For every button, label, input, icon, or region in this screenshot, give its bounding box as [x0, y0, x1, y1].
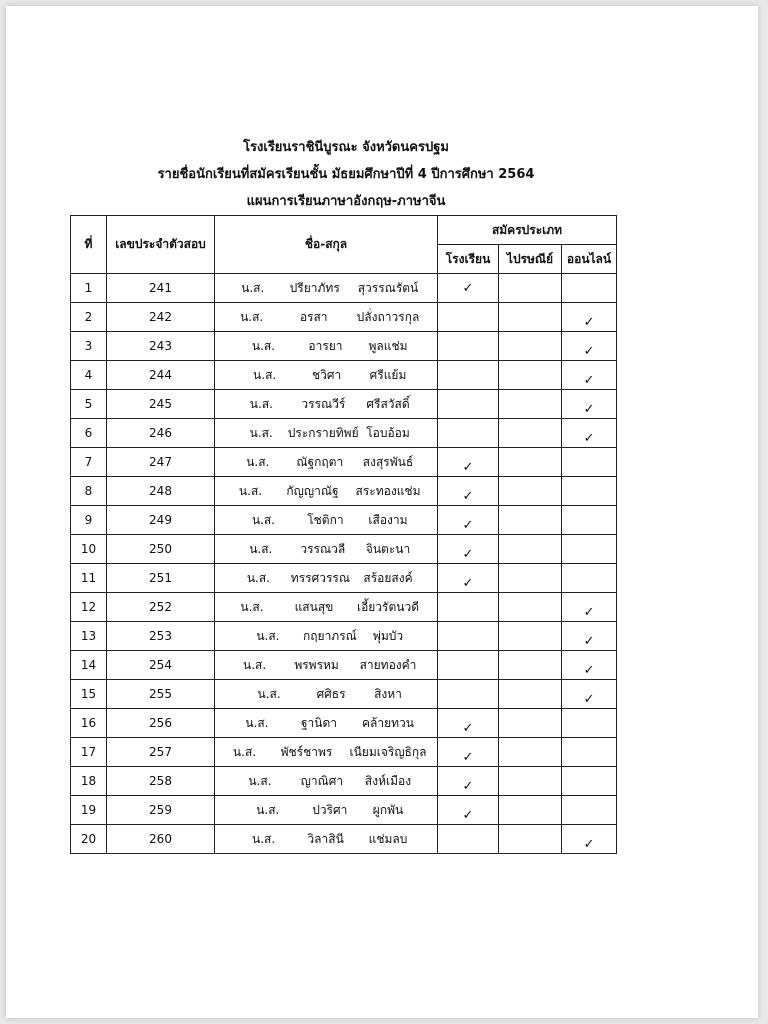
check-mark-icon: ✓: [462, 517, 474, 533]
apply-school-cell: [438, 796, 499, 825]
apply-online-cell: [562, 651, 617, 680]
document-titles: [6, 134, 686, 215]
apply-school-cell: [438, 303, 499, 332]
table-row: [71, 506, 617, 535]
last-name: สุวรรณรัตน์: [357, 280, 419, 295]
table-row: [71, 738, 617, 767]
check-mark-icon: ✓: [583, 662, 595, 678]
name-prefix: น.ส.: [245, 715, 269, 730]
exam-id: 254: [107, 651, 215, 680]
apply-online-cell: [562, 680, 617, 709]
table-row: [71, 303, 617, 332]
student-name: [215, 825, 438, 854]
last-name: ศรีแย้ม: [369, 367, 407, 382]
last-name: พุ่มบัว: [372, 628, 404, 643]
apply-post-cell: [499, 390, 562, 419]
apply-school-cell: [438, 651, 499, 680]
first-name: กัญญาณัฐ: [286, 483, 339, 498]
row-number: 4: [71, 361, 107, 390]
student-name: [215, 332, 438, 361]
exam-id: 260: [107, 825, 215, 854]
apply-post-cell: [499, 564, 562, 593]
check-mark-icon: ✓: [462, 488, 474, 504]
table-row: [71, 796, 617, 825]
exam-id: 241: [107, 274, 215, 303]
table-row: [71, 390, 617, 419]
table-header-row: [71, 216, 617, 245]
exam-id: 246: [107, 419, 215, 448]
name-prefix: น.ส.: [256, 802, 280, 817]
apply-post-cell: [499, 332, 562, 361]
apply-online-cell: [562, 419, 617, 448]
apply-online-cell: [562, 390, 617, 419]
apply-online-cell: [562, 767, 617, 796]
apply-school-cell: [438, 448, 499, 477]
first-name: โชติกา: [307, 512, 344, 527]
row-number: 19: [71, 796, 107, 825]
exam-id: 244: [107, 361, 215, 390]
apply-school-cell: [438, 506, 499, 535]
apply-online-cell: [562, 361, 617, 390]
apply-school-cell: [438, 593, 499, 622]
header-post: ไปรษณีย์: [499, 245, 562, 274]
student-name: [215, 709, 438, 738]
row-number: 20: [71, 825, 107, 854]
apply-school-cell: [438, 332, 499, 361]
name-prefix: น.ส.: [240, 599, 264, 614]
student-name: [215, 303, 438, 332]
name-prefix: น.ส.: [232, 744, 257, 759]
apply-post-cell: [499, 303, 562, 332]
check-mark-icon: ✓: [462, 459, 474, 475]
last-name: เอี้ยวรัตนวดี: [356, 599, 420, 614]
first-name: กฤยาภรณ์: [303, 628, 357, 643]
exam-id: 242: [107, 303, 215, 332]
first-name: ปวริศา: [312, 802, 348, 817]
exam-id: 256: [107, 709, 215, 738]
name-prefix: น.ส.: [238, 483, 263, 498]
row-number: 16: [71, 709, 107, 738]
apply-post-cell: [499, 738, 562, 767]
name-prefix: น.ส.: [256, 628, 280, 643]
check-mark-icon: ✓: [462, 778, 474, 794]
table-row: [71, 767, 617, 796]
check-mark-icon: ✓: [462, 749, 474, 765]
name-prefix: น.ส.: [257, 686, 281, 701]
student-name: [215, 506, 438, 535]
last-name: สร้อยสงค์: [363, 570, 413, 585]
student-name: [215, 680, 438, 709]
apply-post-cell: [499, 477, 562, 506]
apply-online-cell: [562, 738, 617, 767]
student-table: [70, 215, 617, 854]
name-prefix: น.ส.: [249, 396, 273, 411]
student-name: [215, 419, 438, 448]
table-row: [71, 361, 617, 390]
first-name: อรสา: [299, 309, 328, 324]
name-prefix: น.ส.: [251, 338, 276, 353]
apply-post-cell: [499, 506, 562, 535]
apply-school-cell: [438, 535, 499, 564]
table-row: [71, 651, 617, 680]
header-exam-id: เลขประจำตัวสอบ: [107, 216, 215, 274]
student-name: [215, 593, 438, 622]
check-mark-icon: ✓: [583, 691, 595, 707]
last-name: เสืองาม: [368, 512, 408, 527]
apply-school-cell: [438, 274, 499, 303]
last-name: คล้ายทวน: [361, 715, 414, 730]
check-mark-icon: ✓: [583, 633, 595, 649]
check-mark-icon: ✓: [583, 401, 595, 417]
apply-post-cell: [499, 593, 562, 622]
apply-school-cell: [438, 477, 499, 506]
last-name: ผูกพัน: [372, 802, 404, 817]
check-mark-icon: ✓: [462, 575, 474, 591]
check-mark-icon: ✓: [583, 343, 595, 359]
apply-online-cell: [562, 796, 617, 825]
last-name: ปลั่งถาวรกุล: [356, 309, 420, 324]
first-name: วรรณวีร์: [301, 396, 346, 411]
student-name: [215, 390, 438, 419]
student-name: [215, 361, 438, 390]
check-mark-icon: ✓: [583, 836, 595, 852]
apply-online-cell: [562, 535, 617, 564]
student-name: [215, 274, 438, 303]
name-prefix: น.ส.: [252, 831, 276, 846]
last-name: พูลแช่ม: [368, 338, 408, 353]
table-row: [71, 419, 617, 448]
first-name: วรรณวลี: [300, 541, 346, 556]
header-no: ที่: [71, 216, 107, 274]
student-name: [215, 622, 438, 651]
first-name: ทรรศวรรณ: [290, 570, 350, 585]
name-prefix: น.ส.: [241, 280, 265, 295]
apply-post-cell: [499, 767, 562, 796]
school-title: โรงเรียนราชินีบูรณะ จังหวัดนครปฐม: [243, 140, 449, 155]
table-row: [71, 535, 617, 564]
row-number: 17: [71, 738, 107, 767]
last-name: แช่มลบ: [368, 831, 408, 846]
check-mark-icon: ✓: [583, 314, 595, 330]
apply-online-cell: [562, 709, 617, 738]
last-name: สงสุรพันธ์: [362, 454, 414, 469]
last-name: สิงห์เมือง: [364, 773, 412, 788]
apply-post-cell: [499, 274, 562, 303]
first-name: ศศิธร: [316, 686, 346, 701]
apply-online-cell: [562, 506, 617, 535]
first-name: ชวิศา: [312, 367, 342, 382]
check-mark-icon: ✓: [462, 807, 474, 823]
apply-school-cell: [438, 767, 499, 796]
last-name: จินตะนา: [365, 541, 411, 556]
row-number: 10: [71, 535, 107, 564]
table-row: [71, 564, 617, 593]
exam-id: 255: [107, 680, 215, 709]
apply-post-cell: [499, 448, 562, 477]
table-row: [71, 332, 617, 361]
apply-school-cell: [438, 738, 499, 767]
last-name: เนียมเจริญธิกุล: [349, 744, 427, 759]
first-name: ปรียาภัทร: [289, 280, 340, 295]
student-name: [215, 535, 438, 564]
exam-id: 250: [107, 535, 215, 564]
name-prefix: น.ส.: [246, 570, 270, 585]
table-body: [71, 274, 617, 854]
row-number: 7: [71, 448, 107, 477]
apply-school-cell: [438, 390, 499, 419]
student-name: [215, 564, 438, 593]
table-row: [71, 593, 617, 622]
check-mark-icon: ✓: [462, 280, 474, 296]
apply-online-cell: [562, 477, 617, 506]
apply-post-cell: [499, 419, 562, 448]
apply-online-cell: [562, 448, 617, 477]
exam-id: 248: [107, 477, 215, 506]
row-number: 18: [71, 767, 107, 796]
row-number: 8: [71, 477, 107, 506]
last-name: สายทองคำ: [359, 657, 417, 672]
apply-post-cell: [499, 651, 562, 680]
row-number: 2: [71, 303, 107, 332]
table-row: [71, 274, 617, 303]
last-name: สิงหา: [374, 686, 402, 701]
table-row: [71, 477, 617, 506]
exam-id: 251: [107, 564, 215, 593]
last-name: โอบอ้อม: [366, 425, 410, 440]
row-number: 11: [71, 564, 107, 593]
exam-id: 247: [107, 448, 215, 477]
apply-online-cell: [562, 332, 617, 361]
first-name: ประกรายทิพย์: [287, 425, 359, 440]
program-title: แผนการเรียนภาษาอังกฤษ-ภาษาจีน: [246, 194, 446, 209]
first-name: ญาณิศา: [300, 773, 344, 788]
student-name: [215, 651, 438, 680]
exam-id: 259: [107, 796, 215, 825]
row-number: 14: [71, 651, 107, 680]
apply-online-cell: [562, 622, 617, 651]
name-prefix: น.ส.: [253, 367, 277, 382]
apply-school-cell: [438, 622, 499, 651]
apply-online-cell: [562, 593, 617, 622]
name-prefix: น.ส.: [248, 773, 272, 788]
apply-post-cell: [499, 825, 562, 854]
name-prefix: น.ส.: [243, 657, 267, 672]
row-number: 13: [71, 622, 107, 651]
apply-online-cell: [562, 825, 617, 854]
check-mark-icon: ✓: [583, 372, 595, 388]
row-number: 6: [71, 419, 107, 448]
check-mark-icon: ✓: [462, 546, 474, 562]
row-number: 3: [71, 332, 107, 361]
header-apply-type: สมัครประเภท: [438, 216, 617, 245]
exam-id: 249: [107, 506, 215, 535]
row-number: 5: [71, 390, 107, 419]
table-row: [71, 709, 617, 738]
row-number: 12: [71, 593, 107, 622]
row-number: 1: [71, 274, 107, 303]
student-name: [215, 477, 438, 506]
student-name: [215, 448, 438, 477]
exam-id: 253: [107, 622, 215, 651]
list-title: รายชื่อนักเรียนที่สมัครเรียนชั้น มัธยมศึกษาปีที่ 4 ปีการศึกษา 2564: [157, 167, 535, 182]
apply-post-cell: [499, 680, 562, 709]
apply-post-cell: [499, 361, 562, 390]
name-prefix: น.ส.: [240, 309, 264, 324]
header-school: โรงเรียน: [438, 245, 499, 274]
exam-id: 243: [107, 332, 215, 361]
table-row: [71, 448, 617, 477]
check-mark-icon: ✓: [583, 430, 595, 446]
last-name: สระทองแช่ม: [355, 483, 421, 498]
row-number: 9: [71, 506, 107, 535]
name-prefix: น.ส.: [246, 454, 270, 469]
apply-online-cell: [562, 303, 617, 332]
apply-online-cell: [562, 274, 617, 303]
header-name: ชื่อ-สกุล: [215, 216, 438, 274]
first-name: อารยา: [308, 338, 343, 353]
row-number: 15: [71, 680, 107, 709]
apply-post-cell: [499, 535, 562, 564]
apply-school-cell: [438, 419, 499, 448]
apply-post-cell: [499, 709, 562, 738]
header-online: ออนไลน์: [562, 245, 617, 274]
name-prefix: น.ส.: [249, 541, 273, 556]
check-mark-icon: ✓: [583, 604, 595, 620]
name-prefix: น.ส.: [251, 512, 275, 527]
apply-school-cell: [438, 680, 499, 709]
apply-school-cell: [438, 825, 499, 854]
apply-school-cell: [438, 361, 499, 390]
first-name: ฐานิดา: [300, 715, 338, 730]
first-name: ณัฐกฤตา: [296, 454, 344, 469]
table-row: [71, 622, 617, 651]
apply-online-cell: [562, 564, 617, 593]
table-row: [71, 825, 617, 854]
first-name: พรพรหม: [294, 657, 339, 672]
exam-id: 252: [107, 593, 215, 622]
student-name: [215, 796, 438, 825]
check-mark-icon: ✓: [462, 720, 474, 736]
student-name: [215, 767, 438, 796]
table-row: [71, 680, 617, 709]
exam-id: 258: [107, 767, 215, 796]
student-name: [215, 738, 438, 767]
first-name: แสนสุข: [294, 599, 334, 614]
name-prefix: น.ส.: [249, 425, 273, 440]
apply-post-cell: [499, 796, 562, 825]
apply-post-cell: [499, 622, 562, 651]
apply-school-cell: [438, 709, 499, 738]
exam-id: 245: [107, 390, 215, 419]
first-name: พัชร์ชาพร: [280, 744, 333, 759]
apply-school-cell: [438, 564, 499, 593]
first-name: วิลาสินี: [307, 831, 344, 846]
exam-id: 257: [107, 738, 215, 767]
last-name: ศรีสวัสดิ์: [366, 396, 410, 411]
